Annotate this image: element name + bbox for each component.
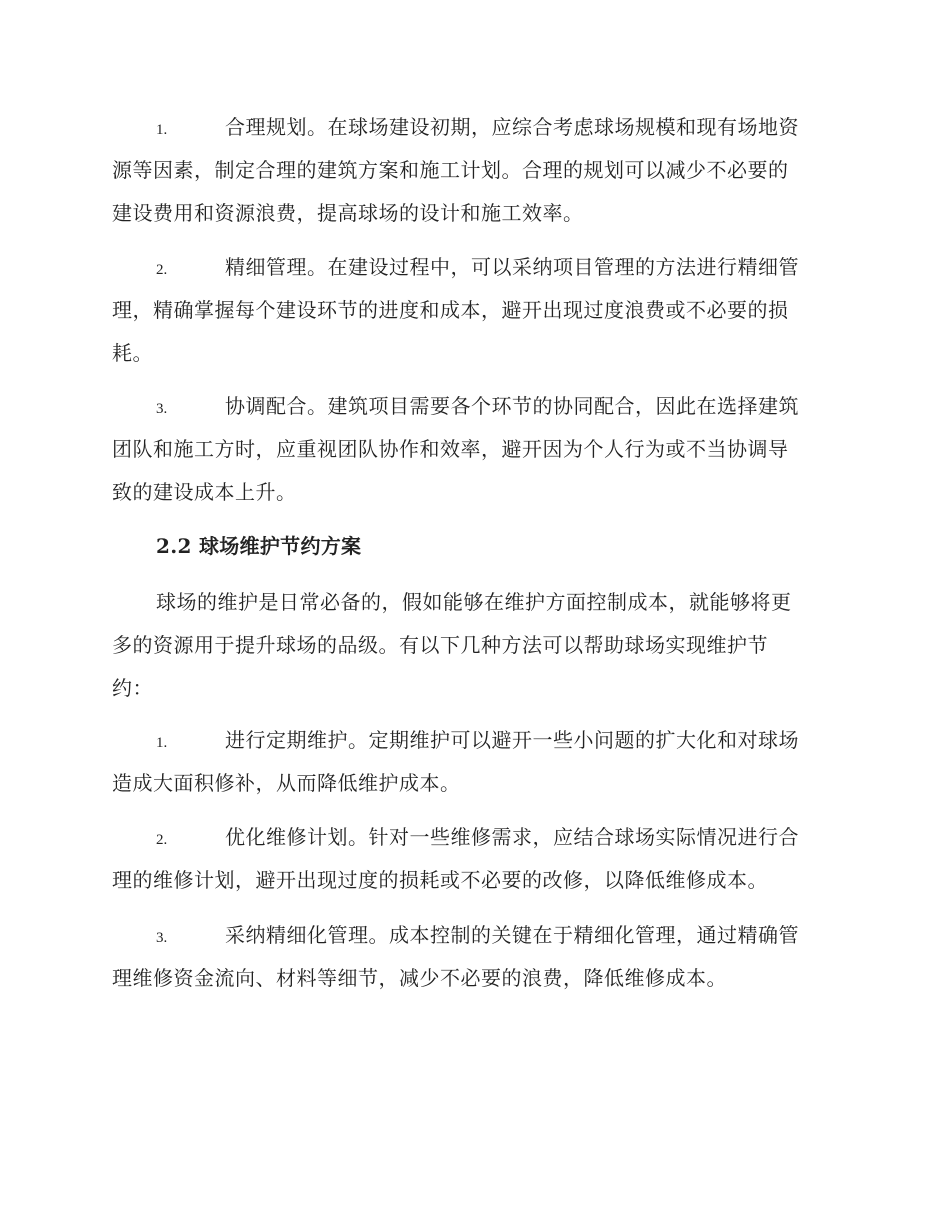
list-item-text: 耗。 [112,341,153,365]
list-item [112,816,832,902]
list-number: 2. [156,262,168,278]
list-item-text: 精细管理。在建设过程中，可以采纳项目管理的方法进行精细管 [225,255,799,279]
paragraph-text: 球场的维护是日常必备的，假如能够在维护方面控制成本，就能够将更 [156,590,792,614]
list-item-text: 团队和施工方时，应重视团队协作和效率，避开因为个人行为或不当协调导 [112,437,789,461]
list-item-text: 进行定期维护。定期维护可以避开一些小问题的扩大化和对球场 [225,728,799,752]
list-item-text: 致的建设成本上升。 [112,480,297,504]
list-item-text: 建设费用和资源浪费，提高球场的设计和施工效率。 [112,201,584,225]
intro-paragraph [112,581,832,710]
list-item [112,246,832,375]
list-item-text: 理，精确掌握每个建设环节的进度和成本，避开出现过度浪费或不必要的损 [112,298,789,322]
section-heading: 2.2 球场维护节约方案 [156,534,362,558]
list-item [112,914,832,1000]
list-item-text: 理维修资金流向、材料等细节，减少不必要的浪费，降低维修成本。 [112,966,727,990]
list-item [112,385,832,514]
list-item-text: 理的维修计划，避开出现过度的损耗或不必要的改修，以降低维修成本。 [112,868,768,892]
list-item-text: 源等因素，制定合理的建筑方案和施工计划。合理的规划可以减少不必要的 [112,158,789,182]
list-number: 2. [156,832,168,848]
list-number: 3. [156,401,168,417]
list-number: 1. [156,122,168,138]
list-item-text: 协调配合。建筑项目需要各个环节的协同配合，因此在选择建筑 [225,394,799,418]
list-item [112,106,832,235]
list-item-text: 优化维修计划。针对一些维修需求，应结合球场实际情况进行合 [225,825,799,849]
list-item-text: 采纳精细化管理。成本控制的关键在于精细化管理，通过精确管 [225,923,799,947]
list-item-text: 合理规划。在球场建设初期，应综合考虑球场规模和现有场地资 [225,115,799,139]
paragraph-text: 多的资源用于提升球场的品级。有以下几种方法可以帮助球场实现维护节 [112,633,768,657]
list-number: 3. [156,930,168,946]
list-number: 1. [156,735,168,751]
paragraph-text: 约： [112,676,153,700]
list-item [112,719,832,805]
list-item-text: 造成大面积修补，从而降低维护成本。 [112,771,461,795]
